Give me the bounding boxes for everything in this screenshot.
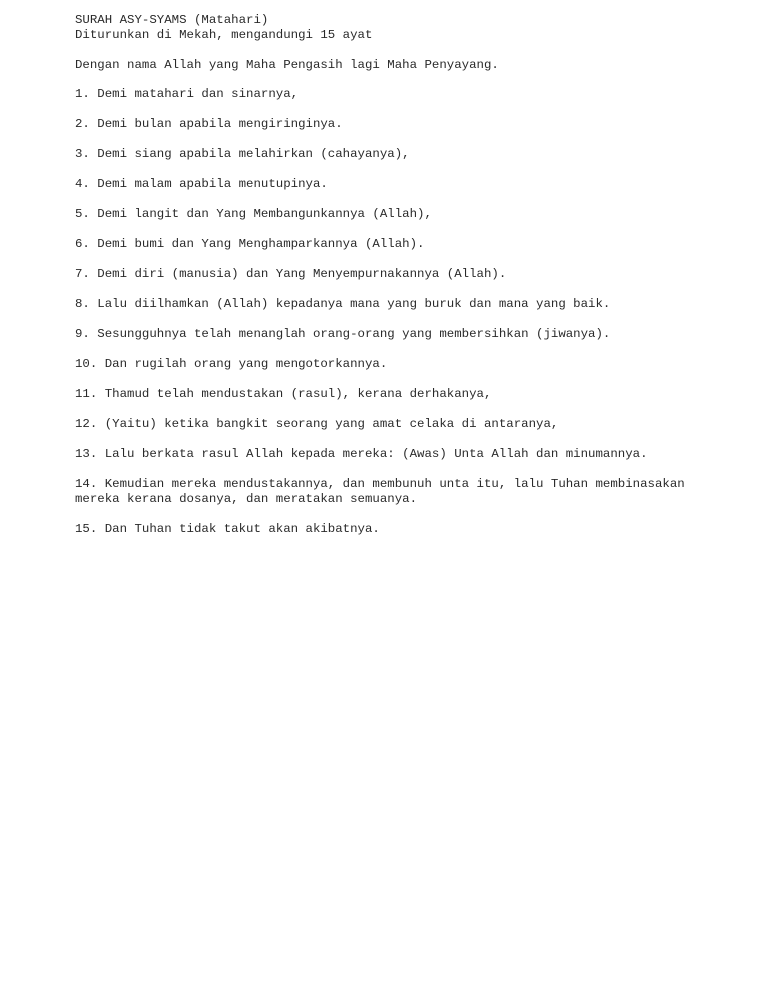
verse-7: 7. Demi diri (manusia) dan Yang Menyempurnakannya (Allah).: [75, 267, 507, 281]
verse-9: 9. Sesungguhnya telah menanglah orang-orang yang membersihkan (jiwanya).: [75, 327, 611, 341]
verse-8: 8. Lalu diilhamkan (Allah) kepadanya mana yang buruk dan mana yang baik.: [75, 297, 611, 311]
document-page: [75, 13, 693, 537]
verse-6: 6. Demi bumi dan Yang Menghamparkannya (Allah).: [75, 237, 425, 251]
verse-3: 3. Demi siang apabila melahirkan (cahayanya),: [75, 147, 410, 161]
verse-10: 10. Dan rugilah orang yang mengotorkannya.: [75, 357, 388, 371]
verse-1: 1. Demi matahari dan sinarnya,: [75, 87, 299, 101]
surah-title: SURAH ASY-SYAMS (Matahari): [75, 13, 269, 27]
verse-11: 11. Thamud telah mendustakan (rasul), kerana derhakanya,: [75, 387, 492, 401]
verse-4: 4. Demi malam apabila menutupinya.: [75, 177, 328, 191]
surah-subtitle: Diturunkan di Mekah, mengandungi 15 ayat: [75, 28, 373, 42]
verse-12: 12. (Yaitu) ketika bangkit seorang yang amat celaka di antaranya,: [75, 417, 559, 431]
verse-5: 5. Demi langit dan Yang Membangunkannya (Allah),: [75, 207, 432, 221]
verse-14: 14. Kemudian mereka mendustakannya, dan membunuh unta itu, lalu Tuhan membinasakan mereka kerana dosanya, dan meratakan semuanya.: [75, 477, 693, 506]
basmala: Dengan nama Allah yang Maha Pengasih lagi Maha Penyayang.: [75, 58, 499, 72]
verse-13: 13. Lalu berkata rasul Allah kepada mereka: (Awas) Unta Allah dan minumannya.: [75, 447, 648, 461]
verse-2: 2. Demi bulan apabila mengiringinya.: [75, 117, 343, 131]
verse-15: 15. Dan Tuhan tidak takut akan akibatnya.: [75, 522, 380, 536]
